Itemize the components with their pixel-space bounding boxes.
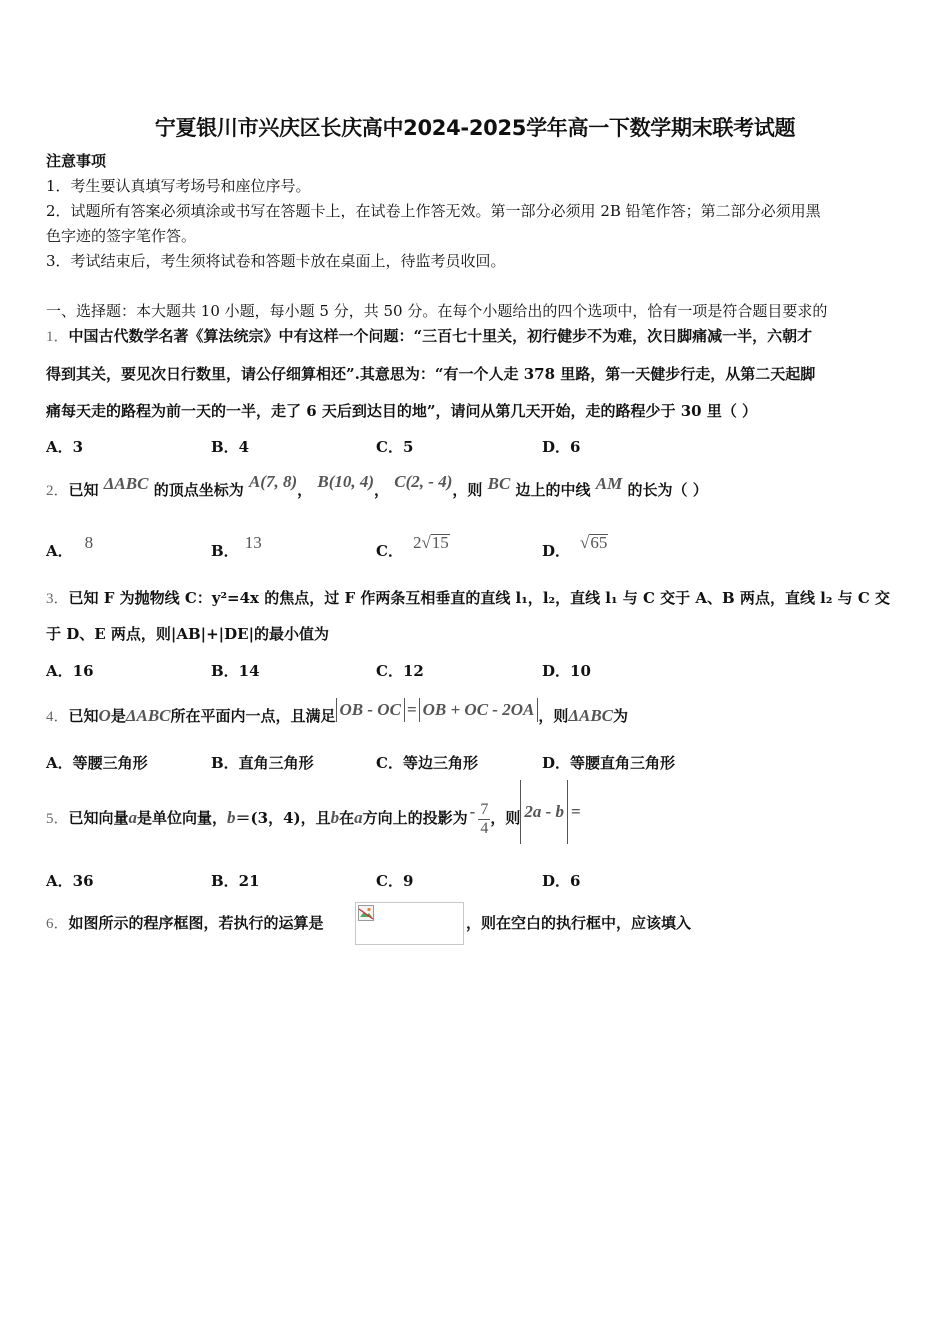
question-2-line [46,472,708,503]
option-d: D．6 [542,872,581,890]
question-1-line [46,326,812,347]
question-3-line: 于 D、E 两点，则|AB|+|DE|的最小值为 [46,625,330,643]
vector-a: a [128,808,138,827]
question-text: 已知 [68,481,99,499]
point-a: A(7, 8) [248,472,298,491]
punct: ， [297,481,313,499]
option-label: A． [46,542,73,560]
notice-item: 2．试题所有答案必须填涂或书写在答题卡上，在试卷上作答无效。第一部分必须用 2B 铅笔作答；第二部分必须用黑 [46,202,821,220]
option-b [211,533,262,561]
numerator: 7 [480,800,489,818]
option-a [46,533,94,561]
question-text: 是 [110,707,126,725]
question-1-line: 得到其关，要见次日行数里，请公仔细算相还”.其意思为：“有一个人走 378 里路，第一天健步行走，从第二天起脚 [46,365,816,383]
option-value: 2 [412,533,422,552]
question-text: 的顶点坐标为 [153,481,244,499]
point-c: C(2, - 4) [394,472,453,491]
point-o: O [98,706,111,725]
question-text: 已知 F 为抛物线 C：y²=4x 的焦点，过 F 作两条互相垂直的直线 l₁，l₂，直线 l₁ 与 C 交于 A、B 两点，直线 l₂ 与 C 交 [68,589,891,607]
vector-a: a [354,808,363,827]
sqrt-radicand: 65 [590,533,608,552]
question-text: 所在平面内一点，且满足 [170,707,336,725]
question-6-line [46,913,324,934]
sqrt-radicand: 15 [431,533,449,552]
segment-am: AM [595,474,623,493]
triangle-abc: ΔABC [568,706,614,725]
notice-item: 色字迹的签字笔作答。 [46,227,197,245]
option-value: 8 [84,533,94,552]
option-b: B．直角三角形 [211,754,314,772]
option-d: D．10 [542,662,591,680]
question-text: ，则在空白的执行框中，应该填入 [466,914,692,932]
question-text: 为 [613,707,629,725]
option-a: A．等腰三角形 [46,754,148,772]
fraction [478,801,490,838]
option-label: C． [376,542,403,560]
option-label: D． [542,542,571,560]
broken-image-placeholder [355,902,464,945]
question-number: 4． [46,709,69,725]
option-d: D．6 [542,438,581,456]
point-b: B(10, 4) [317,472,375,491]
option-a: A．36 [46,872,94,890]
option-a: A．16 [46,662,94,680]
notice-item: 1．考生要认真填写考场号和座位序号。 [46,177,311,195]
question-text: ，则 [452,481,483,499]
vector-expression: OB + OC - 2OA [419,698,539,722]
question-text: 在 [339,809,355,827]
option-d [542,533,608,561]
question-text: 方向上的投影为 [362,809,468,827]
question-text: 已知向量 [68,809,129,827]
notice-heading: 注意事项 [46,152,107,170]
question-number: 3． [46,591,69,607]
question-number: 6． [46,916,69,932]
question-1-line: 痛每天走的路程为前一天的一半，走了 6 天后到达目的地”，请问从第几天开始，走的路程少于 30 里（ ） [46,402,758,420]
option-c: C．5 [376,438,414,456]
equals-sign: = [406,700,417,719]
question-5-line [46,786,581,850]
option-b: B．4 [211,438,250,456]
section-heading: 一、选择题：本大题共 10 小题，每小题 5 分，共 50 分。在每个小题给出的四个选项中，恰有一项是符合题目要求的 [46,302,828,320]
option-c [376,533,450,561]
question-4-line [46,700,629,729]
vector-b: b [330,808,340,827]
question-text: 如图所示的程序框图，若执行的运算是 [68,914,324,932]
minus-sign: - [469,802,476,821]
vector-b: b [227,808,236,827]
segment-bc: BC [487,474,511,493]
question-text: 是单位向量， [137,809,228,827]
question-number: 1． [46,329,69,345]
option-label: B． [211,542,239,560]
option-b: B．21 [211,872,260,890]
option-c: C．12 [376,662,424,680]
question-text: ，则 [538,707,569,725]
vector-expression: OB - OC [336,698,405,722]
equals-sign: = [571,802,581,821]
question-text: 边上的中线 [515,481,591,499]
question-number: 2． [46,483,69,499]
question-number: 5． [46,811,69,827]
sqrt-sign: √ [580,533,590,552]
option-c: C．等边三角形 [376,754,478,772]
question-text: 已知 [68,707,99,725]
page-title: 宁夏银川市兴庆区长庆高中2024-2025学年高一下数学期末联考试题 [154,116,796,140]
broken-image-icon [358,905,374,921]
question-3-line [46,588,890,609]
punct: ， [374,481,390,499]
triangle-abc: ΔABC [103,474,149,493]
question-text: ，则 [490,809,521,827]
sqrt-sign: √ [421,533,431,552]
option-b: B．14 [211,662,260,680]
notice-item: 3．考试结束后，考生须将试卷和答题卡放在桌面上，待监考员收回。 [46,252,506,270]
question-text: 中国古代数学名著《算法统宗》中有这样一个问题：“三百七十里关，初行健步不为难，次日脚痛减一半，六朝才 [68,327,813,345]
option-d: D．等腰直角三角形 [542,754,676,772]
question-text: 的长为（ ） [627,481,708,499]
question-text: ＝(3，4)，且 [235,809,331,827]
option-c: C．9 [376,872,414,890]
option-a: A．3 [46,438,84,456]
denominator: 4 [480,819,489,837]
triangle-abc: ΔABC [125,706,171,725]
option-value: 13 [244,533,262,552]
vector-expression: 2a - b [520,780,568,844]
